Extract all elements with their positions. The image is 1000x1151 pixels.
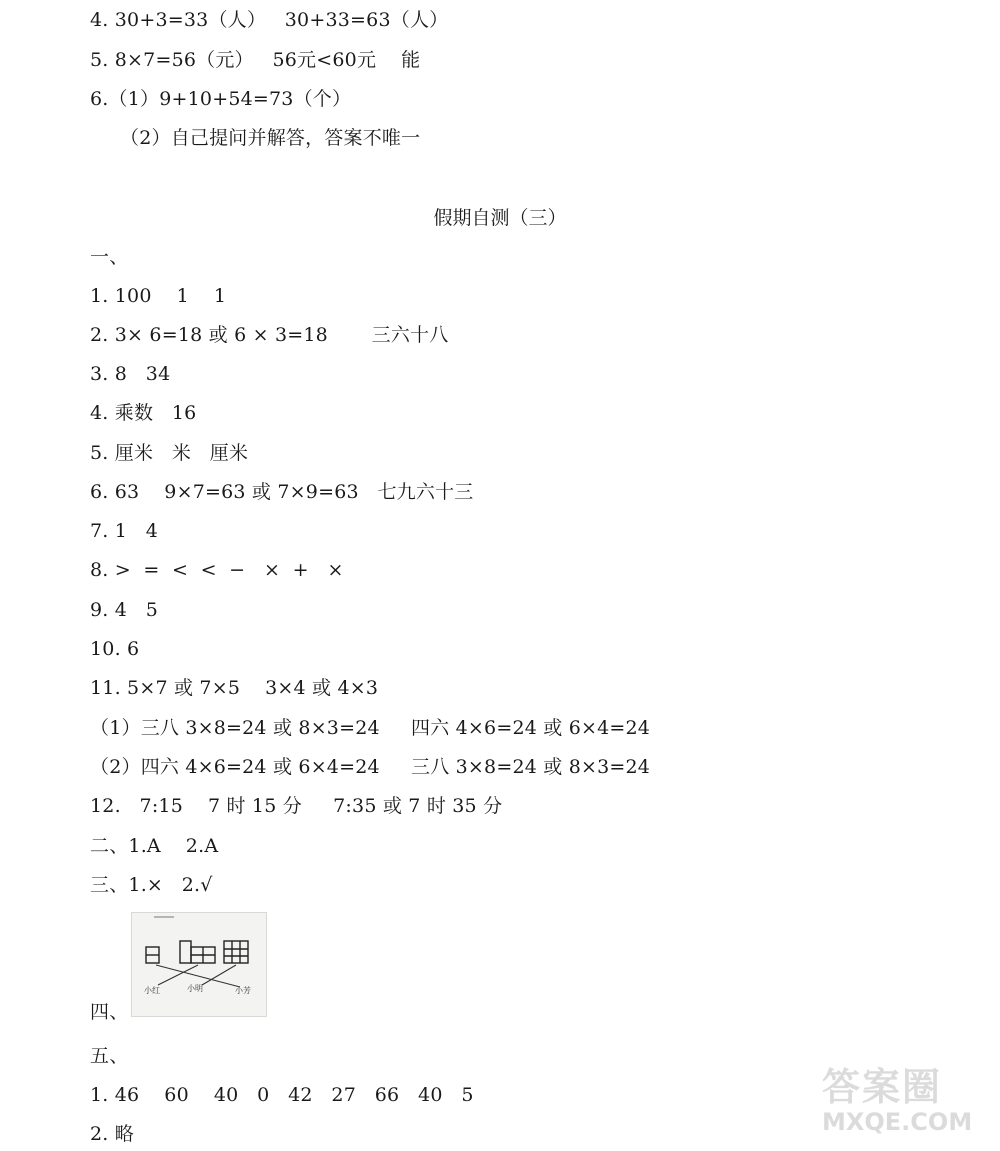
matching-diagram (132, 913, 266, 1016)
part1-item-11-1: （1）三八 3×8=24 或 8×3=24 四六 4×6=24 或 6×4=24 (90, 717, 651, 739)
label-xiaohong: 小红 (144, 986, 160, 995)
part4-heading: 四、 (90, 1001, 129, 1023)
answer-line-5: 5. 8×7=56（元） 56元<60元 能 (90, 49, 421, 71)
part1-item-8: 8. > = < < − × + × (90, 559, 344, 581)
part1-item-7: 7. 1 4 (90, 520, 159, 542)
answer-line-6-2: （2）自己提问并解答，答案不唯一 (120, 127, 421, 149)
view-shape-1 (146, 947, 159, 963)
part5-item-2: 2. 略 (90, 1123, 134, 1145)
part1-item-11: 11. 5×7 或 7×5 3×4 或 4×3 (90, 677, 379, 699)
part5-item-1: 1. 46 60 40 0 42 27 66 40 5 (90, 1084, 474, 1106)
view-shape-3 (224, 941, 248, 963)
part1-item-12: 12. 7:15 7 时 15 分 7:35 或 7 时 35 分 (90, 795, 503, 817)
part4-figure-photo (131, 912, 267, 1017)
watermark-title: 答案圈 (822, 1065, 943, 1109)
part2-answers: 二、1.A 2.A (90, 835, 219, 857)
label-xiaofang: 小芳 (235, 986, 251, 995)
answer-line-4: 4. 30+3=33（人） 30+33=63（人） (90, 9, 449, 31)
section-title: 假期自测（三） (433, 207, 567, 229)
part1-item-10: 10. 6 (90, 638, 140, 660)
part1-item-6: 6. 63 9×7=63 或 7×9=63 七九六十三 (90, 481, 474, 503)
part1-item-5: 5. 厘米 米 厘米 (90, 442, 249, 464)
part5-heading: 五、 (90, 1045, 129, 1067)
part1-item-11-2: （2）四六 4×6=24 或 6×4=24 三八 3×8=24 或 8×3=24 (90, 756, 651, 778)
part1-item-1: 1. 100 1 1 (90, 285, 227, 307)
view-shape-2 (180, 941, 215, 963)
site-watermark (822, 1066, 992, 1146)
part3-answers: 三、1.× 2.√ (90, 874, 213, 896)
part1-item-3: 3. 8 34 (90, 363, 171, 385)
part1-item-4: 4. 乘数 16 (90, 402, 197, 424)
watermark-domain: MXQE.COM (822, 1108, 973, 1136)
answer-line-6: 6.（1）9+10+54=73（个） (90, 88, 352, 110)
part1-item-9: 9. 4 5 (90, 599, 159, 621)
part1-item-2: 2. 3× 6=18 或 6 × 3=18 三六十八 (90, 324, 449, 346)
label-xiaoming: 小明 (187, 984, 203, 993)
part1-heading: 一、 (90, 246, 129, 268)
